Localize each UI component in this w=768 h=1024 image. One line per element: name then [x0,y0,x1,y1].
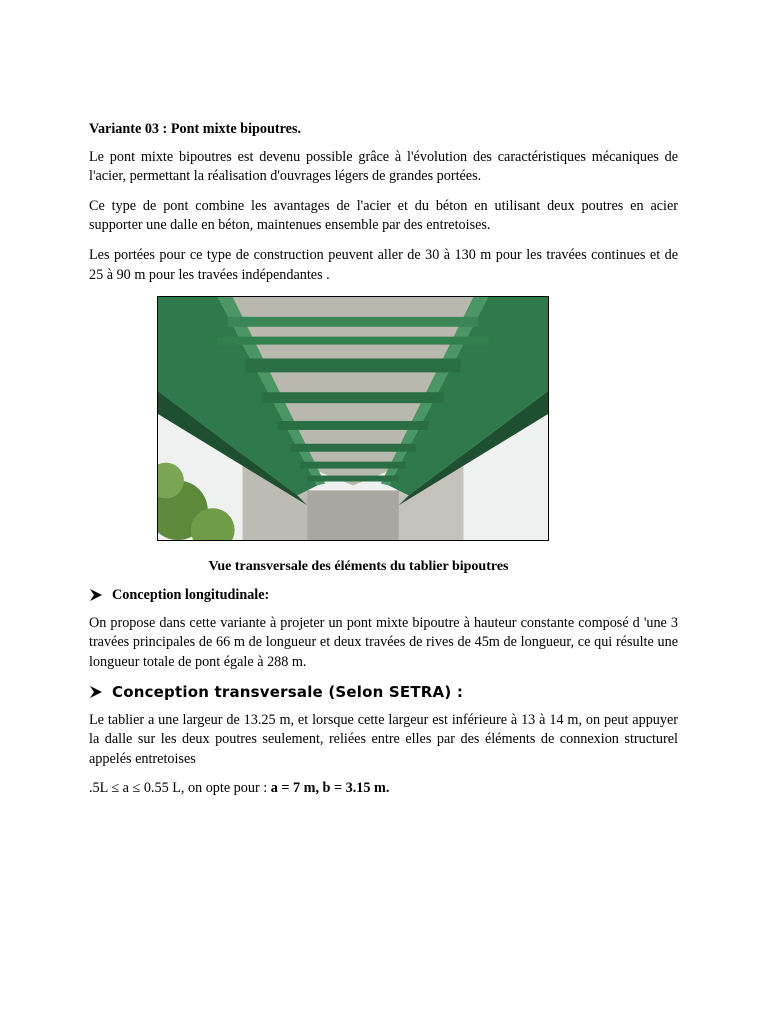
section-title: Variante 03 : Pont mixte bipoutres. [89,121,302,137]
paragraph-transversal: Le tablier a une largeur de 13.25 m, et lorsque cette largeur est inférieure à 13 à 14 m, on peut appuyer la dalle sur les deux poutres seulement, reliées entre elles par des éléments de connexion structurel appelés entretoises [89,711,678,767]
heading-transversal: Conception transversale (Selon SETRA) : [112,682,464,701]
bridge-underside-illustration [158,297,548,540]
paragraph-longitudinal: On propose dans cette variante à projeter un pont mixte bipoutre à hauteur constante composé d 'une 3 travées principales de 66 m de longueur et deux travées de rives de 45m de longueur, ce qui résulte une longueur totale de pont égale à 288 m. [89,614,678,670]
formula-result: a = 7 m, b = 3.15 m. [270,780,390,797]
bullet-transversal [89,683,678,701]
paragraph-spans: Les portées pour ce type de construction peuvent aller de 30 à 130 m pour les travées continues et de 25 à 90 m pour les travées indépendantes . [89,246,678,283]
bullet-longitudinal [89,587,678,604]
formula-prefix: .5L ≤ a ≤ 0.55 L, on opte pour : [89,780,271,797]
paragraph-intro: Le pont mixte bipoutres est devenu possible grâce à l'évolution des caractéristiques mécaniques de l'acier, permettant la réalisation d'ouvrages légers de grandes portées. [89,148,678,185]
figure-caption: Vue transversale des éléments du tablier bipoutres [208,559,509,575]
paragraph-advantages: Ce type de pont combine les avantages de l'acier et du béton en utilisant deux poutres en acier supporter une dalle en béton, maintenues ensemble par des entretoises. [89,197,678,234]
bridge-deck-photo [157,296,549,541]
heading-longitudinal: Conception longitudinale: [112,586,270,603]
arrowhead-bullet-icon [89,588,103,602]
arrowhead-bullet-icon [89,685,103,699]
document-page [89,120,678,799]
formula-line [89,779,678,799]
